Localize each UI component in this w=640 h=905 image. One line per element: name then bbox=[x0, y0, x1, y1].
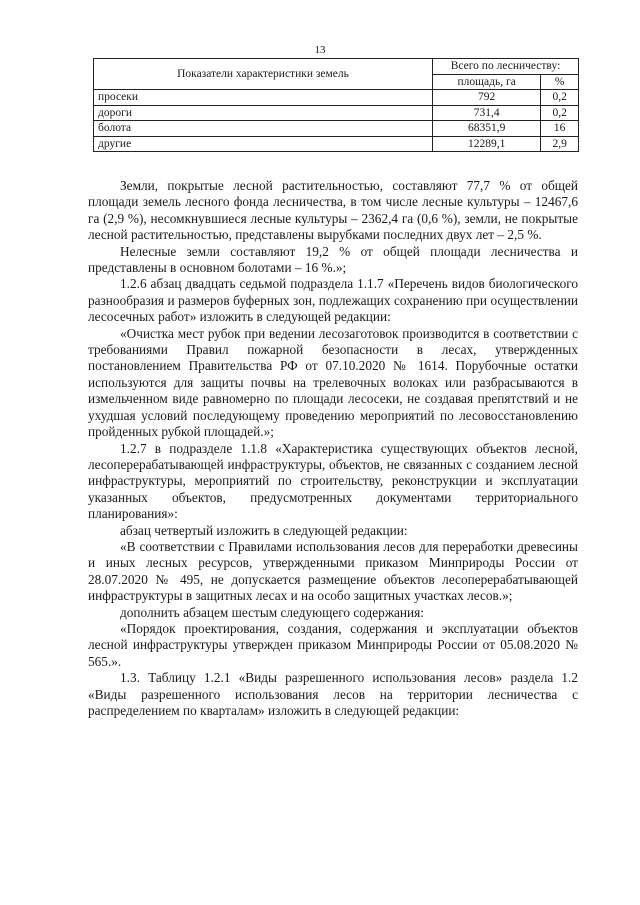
paragraph-nonforest-land: Нелесные земли составляют 19,2 % от общей площади лесничества и представлены в основном болотами – 16 %.»; bbox=[88, 243, 578, 276]
document-body bbox=[88, 178, 578, 719]
paragraph-cleanup-quote: «Очистка мест рубок при ведении лесозаготовок производится в соответствии с требованиями Правил пожарной безопасности в лесах, утвержденных постановлением Правительства РФ от 07.10.2020 № 1614. Порубочные остатки используются для защиты почвы на трелевочных волоках или разбрасываются в измельченном виде равномерно по площади лесосеки, не создавая препятствий и не ухудшая условий последующему проведению мероприятий по лесовосстановлению пройденных рубкой площадей.»; bbox=[88, 325, 578, 440]
row-area: 792 bbox=[433, 90, 541, 106]
paragraph-1-2-6: 1.2.6 абзац двадцать седьмой подраздела 1.1.7 «Перечень видов биологического разнообразия и размеров буферных зон, подлежащих сохранению при осуществлении лесосечных работ» изложить в следующей редакции: bbox=[88, 276, 578, 325]
page-number: 13 bbox=[314, 44, 326, 56]
header-percent: % bbox=[541, 74, 579, 90]
land-characteristics-table bbox=[93, 58, 579, 152]
row-percent: 0,2 bbox=[541, 105, 579, 121]
table-row bbox=[94, 105, 579, 121]
row-name: просеки bbox=[94, 90, 433, 106]
header-indicator: Показатели характеристики земель bbox=[94, 59, 433, 90]
row-area: 12289,1 bbox=[433, 136, 541, 152]
paragraph-rules-quote: «В соответствии с Правилами использования лесов для переработки древесины и иных лесных ресурсов, утвержденными приказом Минприроды России от 28.07.2020 № 495, не допускается размещение объектов лесоперерабатывающей инфраструктуры в защитных лесах и на особо защитных участках лесов.»; bbox=[88, 538, 578, 604]
paragraph-1-3: 1.3. Таблицу 1.2.1 «Виды разрешенного использования лесов» раздела 1.2 «Виды разрешенного использования лесов на территории лесничества с распределением по кварталам» изложить в следующей редакции: bbox=[88, 670, 578, 718]
row-area: 68351,9 bbox=[433, 121, 541, 137]
table-row bbox=[94, 121, 579, 137]
header-total: Всего по лесничеству: bbox=[433, 59, 579, 75]
row-percent: 0,2 bbox=[541, 90, 579, 106]
row-percent: 16 bbox=[541, 121, 579, 137]
paragraph-1-2-7: 1.2.7 в подразделе 1.1.8 «Характеристика существующих объектов лесной, лесоперерабатывающей инфраструктуры, объектов, не связанных с созданием лесной инфраструктуры, мероприятий по строительству, реконструкции и эксплуатации указанных объектов, предусмотренных документами территориального планирования»: bbox=[88, 440, 578, 522]
row-percent: 2,9 bbox=[541, 136, 579, 152]
table-header-row bbox=[94, 59, 579, 75]
row-name: болота bbox=[94, 121, 433, 137]
row-name: другие bbox=[94, 136, 433, 152]
paragraph-fourth-abzac: абзац четвертый изложить в следующей редакции: bbox=[120, 522, 408, 538]
row-area: 731,4 bbox=[433, 105, 541, 121]
paragraph-order-quote: «Порядок проектирования, создания, содержания и эксплуатации объектов лесной инфраструктуры утвержден приказом Минприроды России от 05.08.2020 № 565.». bbox=[88, 620, 578, 669]
paragraph-forest-land: Земли, покрытые лесной растительностью, составляют 77,7 % от общей площади земель лесного фонда лесничества, в том числе лесные культуры – 12467,6 га (2,9 %), несомкнувшиеся лесные культуры – 2362,4 га (0,6 %), земли, не покрытые лесной растительностью, представлены вырубками последних двух лет – 2,5 %. bbox=[88, 178, 578, 243]
table-row bbox=[94, 90, 579, 106]
row-name: дороги bbox=[94, 105, 433, 121]
header-area: площадь, га bbox=[433, 74, 541, 90]
table-row bbox=[94, 136, 579, 152]
paragraph-add-sixth: дополнить абзацем шестым следующего содержания: bbox=[120, 604, 424, 620]
